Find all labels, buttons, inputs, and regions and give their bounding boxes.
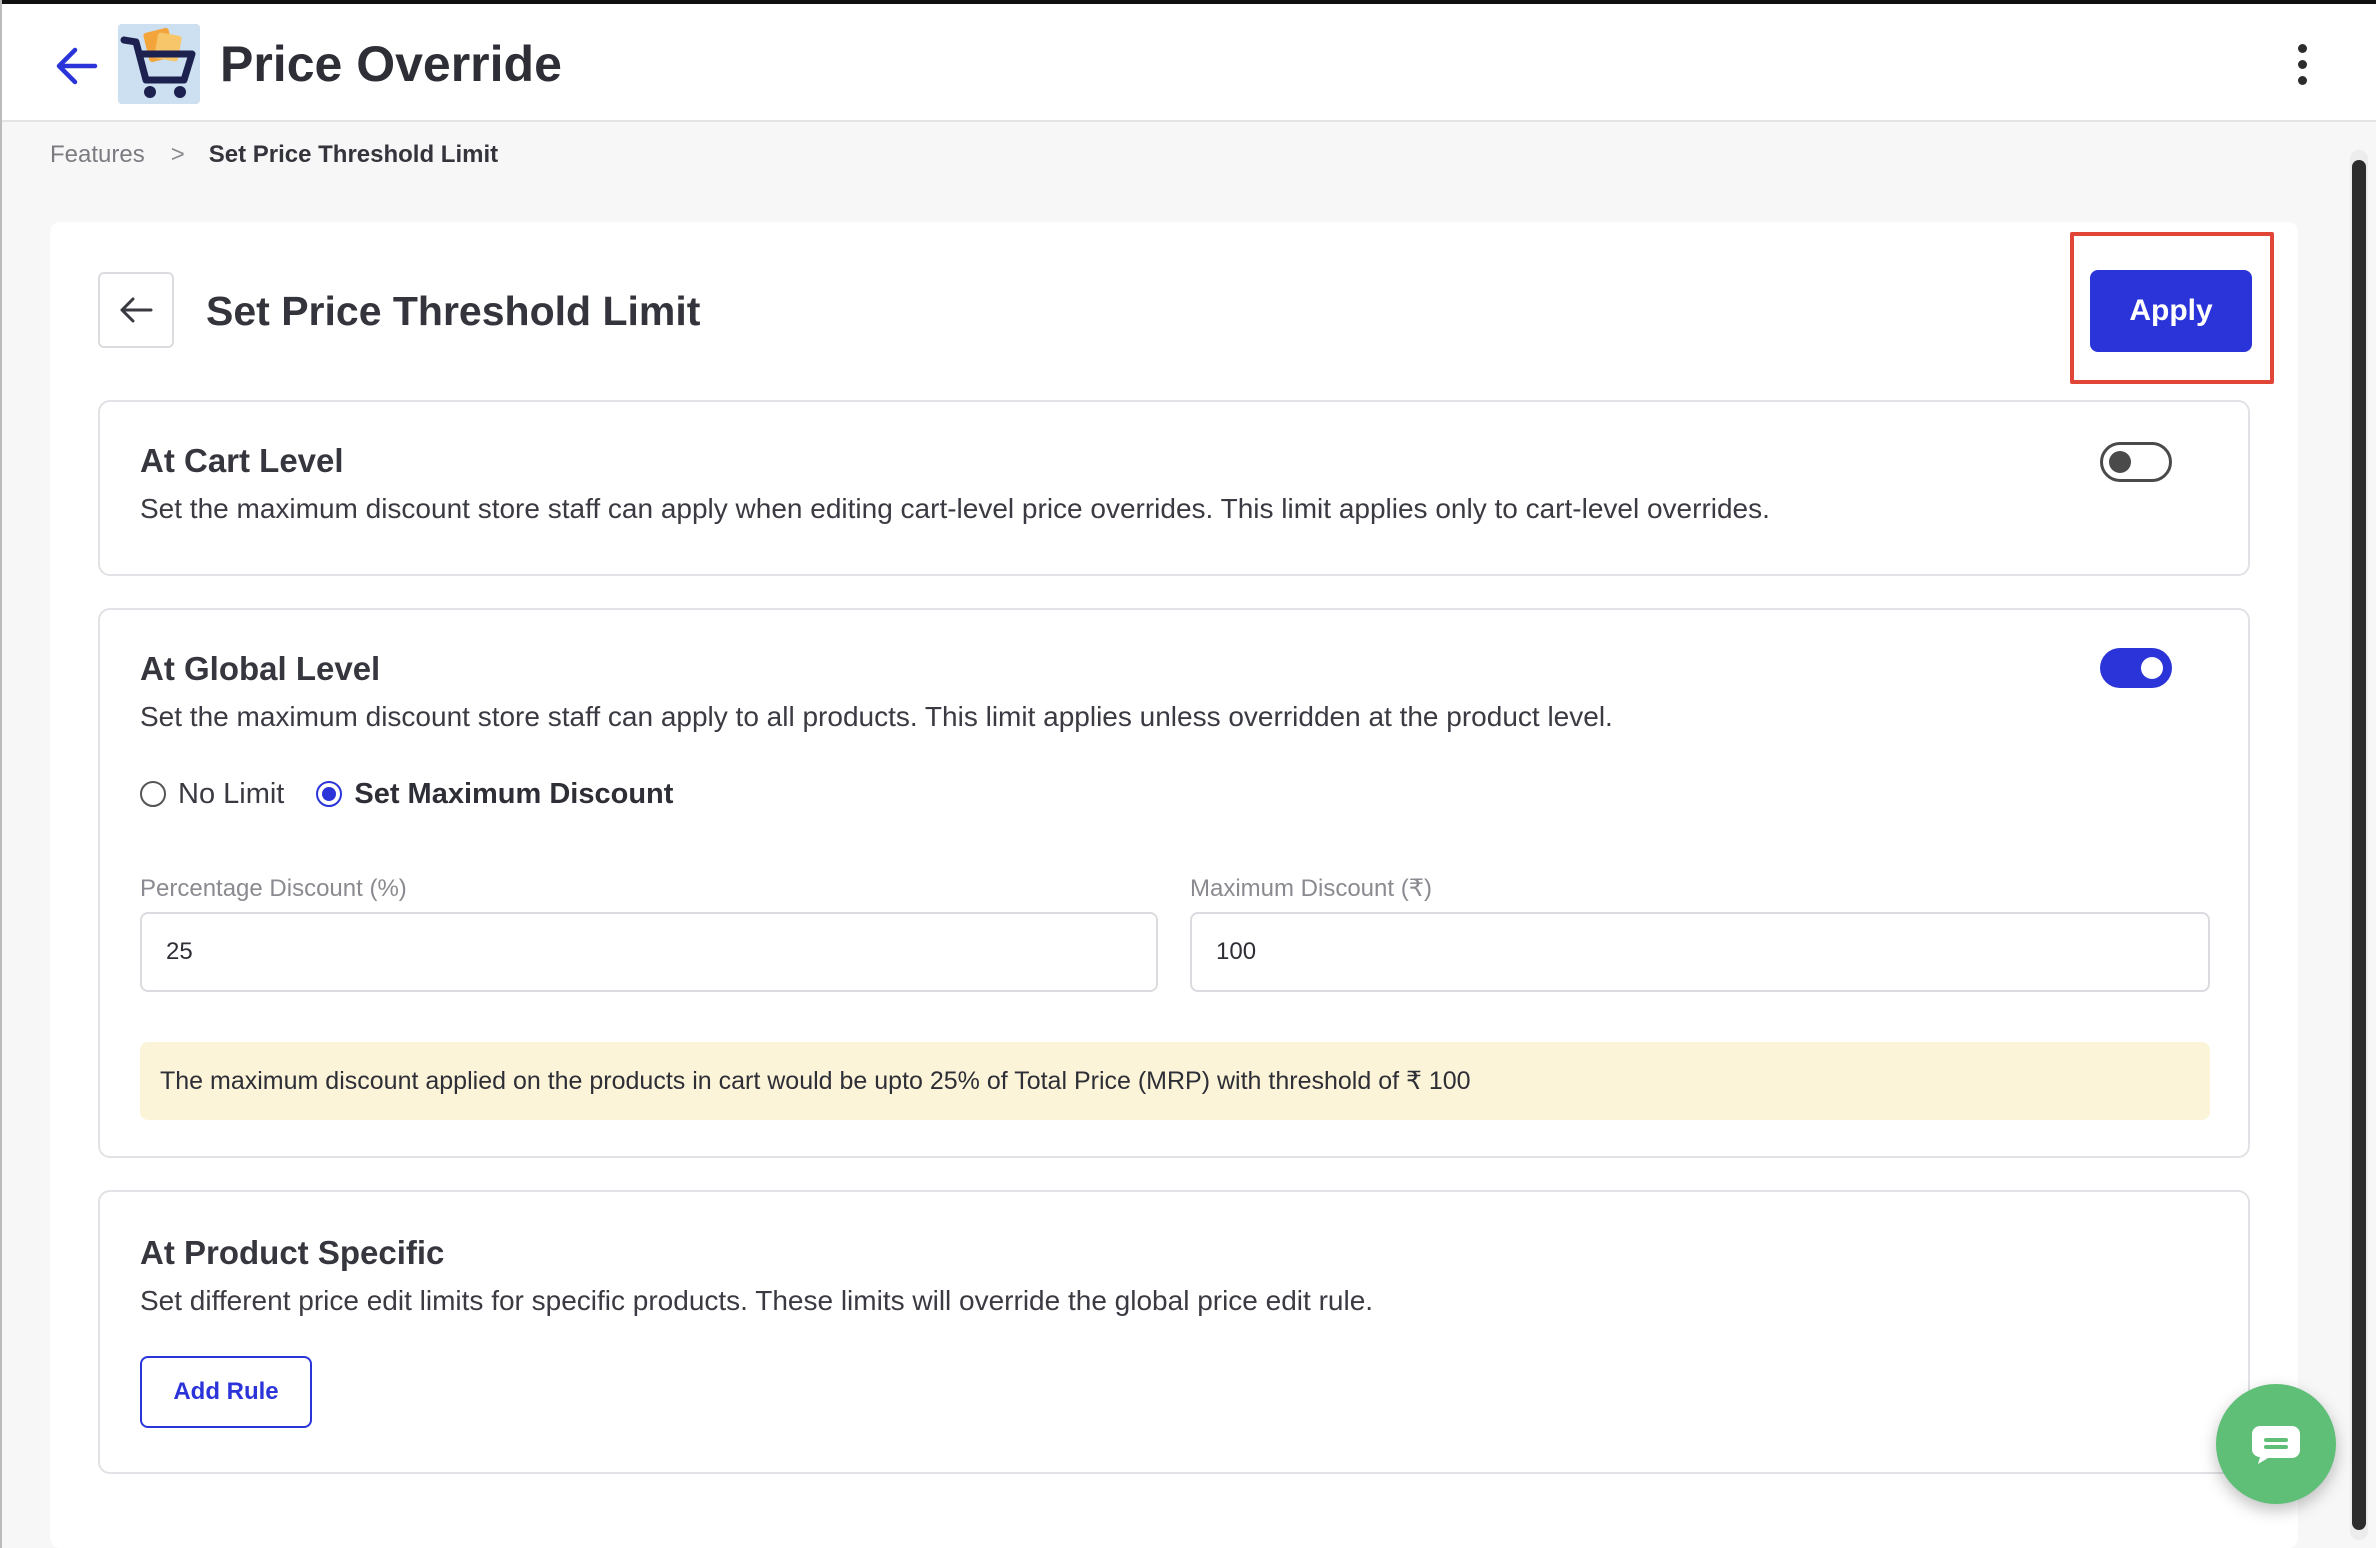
breadcrumb-separator: > (170, 141, 185, 168)
cart-level-card (98, 400, 2250, 576)
add-rule-button[interactable]: Add Rule (140, 1356, 312, 1428)
apply-button[interactable]: Apply (2090, 270, 2252, 352)
product-specific-title: At Product Specific (140, 1234, 445, 1271)
header-back-button[interactable] (48, 40, 104, 92)
maximum-discount-label: Maximum Discount (₹) (1190, 875, 1432, 902)
window-left-border (0, 0, 2, 1548)
set-max-discount-label: Set Maximum Discount (354, 778, 674, 810)
app-title: Price Override (220, 36, 562, 92)
kebab-dot-icon (2298, 60, 2307, 69)
no-limit-label: No Limit (178, 778, 285, 810)
chat-icon (2250, 1422, 2302, 1466)
cart-level-description: Set the maximum discount store staff can apply when editing cart-level price overrides. This limit applies only to cart-level overrides. (140, 493, 1770, 524)
scrollbar-thumb[interactable] (2352, 160, 2366, 1530)
breadcrumb-current: Set Price Threshold Limit (208, 141, 499, 168)
more-options-button[interactable] (2274, 36, 2330, 92)
discount-summary-text: The maximum discount applied on the products in cart would be upto 25% of Total Price (MRP) with threshold of ₹ 100 (160, 1067, 1471, 1095)
page-title: Set Price Threshold Limit (206, 288, 701, 334)
cart-level-toggle[interactable] (2100, 442, 2172, 482)
no-limit-option[interactable] (140, 774, 284, 814)
global-level-toggle[interactable] (2100, 648, 2172, 688)
global-level-description: Set the maximum discount store staff can apply to all products. This limit applies unless overridden at the product level. (140, 701, 1613, 732)
kebab-dot-icon (2298, 44, 2307, 53)
threshold-panel (50, 222, 2298, 1548)
arrow-left-icon (118, 296, 154, 324)
toggle-knob (2141, 657, 2163, 679)
discount-summary-notice (140, 1042, 2210, 1120)
chat-button[interactable] (2216, 1384, 2336, 1504)
product-specific-card (98, 1190, 2250, 1474)
product-specific-description: Set different price edit limits for specific products. These limits will override the global price edit rule. (140, 1285, 1374, 1316)
global-level-title: At Global Level (140, 650, 381, 687)
set-max-discount-radio[interactable] (316, 781, 342, 807)
global-level-card (98, 608, 2250, 1158)
no-limit-radio[interactable] (140, 781, 166, 807)
page-back-button[interactable] (98, 272, 174, 348)
limit-type-radio-group (140, 774, 673, 814)
kebab-dot-icon (2298, 76, 2307, 85)
app-header (2, 4, 2376, 122)
breadcrumb-features-link[interactable]: Features (50, 141, 145, 168)
arrow-left-icon (53, 46, 99, 86)
percentage-discount-label: Percentage Discount (%) (140, 875, 407, 902)
breadcrumb (50, 138, 498, 172)
percentage-discount-input[interactable] (140, 912, 1158, 992)
cart-level-title: At Cart Level (140, 442, 344, 479)
set-max-discount-option[interactable] (316, 774, 673, 814)
app-logo (118, 24, 200, 104)
toggle-knob (2109, 451, 2131, 473)
maximum-discount-input[interactable] (1190, 912, 2210, 992)
